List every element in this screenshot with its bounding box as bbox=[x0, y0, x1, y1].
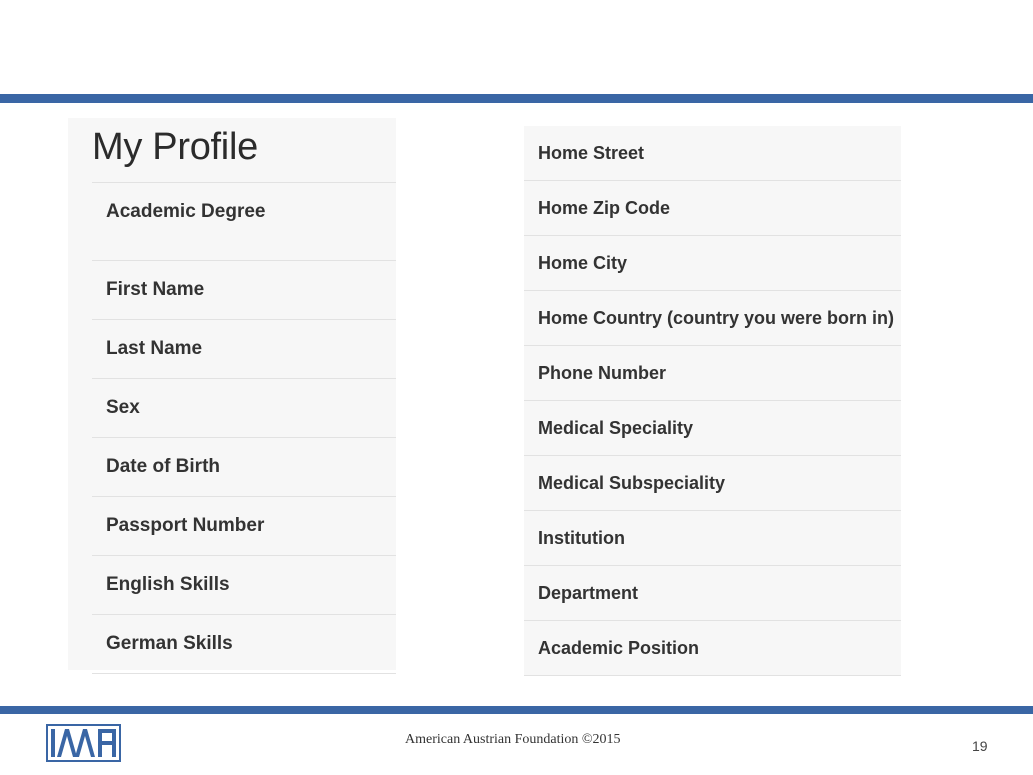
profile-fields-list-right bbox=[524, 126, 901, 680]
field-label: Home Country (country you were born in) bbox=[538, 308, 895, 328]
field-last-name[interactable] bbox=[92, 320, 396, 379]
field-label: Last Name bbox=[106, 338, 203, 359]
field-label: First Name bbox=[106, 279, 205, 300]
field-label: Institution bbox=[538, 528, 625, 548]
field-institution[interactable] bbox=[524, 511, 901, 566]
footer-copyright: American Austrian Foundation ©2015 bbox=[405, 732, 621, 747]
field-label: Phone Number bbox=[538, 363, 667, 383]
field-home-zip-code[interactable] bbox=[524, 181, 901, 236]
field-label: Medical Subspeciality bbox=[538, 473, 726, 493]
field-label: English Skills bbox=[106, 574, 230, 595]
field-label: Department bbox=[538, 583, 639, 603]
field-first-name[interactable] bbox=[92, 261, 396, 320]
field-academic-degree[interactable] bbox=[92, 183, 396, 261]
page-title: My Profile bbox=[92, 126, 258, 168]
field-label: Home Zip Code bbox=[538, 198, 671, 218]
field-label: Home Street bbox=[538, 143, 645, 163]
field-label: Date of Birth bbox=[106, 456, 220, 477]
field-date-of-birth[interactable] bbox=[92, 438, 396, 497]
page-number: 19 bbox=[972, 738, 988, 754]
field-academic-position[interactable] bbox=[524, 621, 901, 676]
profile-fields-list-left bbox=[92, 182, 396, 674]
field-phone-number[interactable] bbox=[524, 346, 901, 401]
field-home-city[interactable] bbox=[524, 236, 901, 291]
field-sex[interactable] bbox=[92, 379, 396, 438]
field-department[interactable] bbox=[524, 566, 901, 621]
field-passport-number[interactable] bbox=[92, 497, 396, 556]
field-label: Home City bbox=[538, 253, 628, 273]
field-home-country[interactable] bbox=[524, 291, 901, 346]
field-label: Academic Degree bbox=[106, 201, 266, 222]
field-english-skills[interactable] bbox=[92, 556, 396, 615]
field-label: Academic Position bbox=[538, 638, 700, 658]
field-label: Passport Number bbox=[106, 515, 265, 536]
field-label: German Skills bbox=[106, 633, 233, 654]
field-medical-speciality[interactable] bbox=[524, 401, 901, 456]
field-german-skills[interactable] bbox=[92, 615, 396, 674]
field-medical-subspeciality[interactable] bbox=[524, 456, 901, 511]
my-profile-panel bbox=[68, 118, 396, 670]
bottom-divider-bar bbox=[0, 706, 1033, 714]
field-home-street[interactable] bbox=[524, 126, 901, 181]
field-label: Medical Speciality bbox=[538, 418, 694, 438]
field-label: Sex bbox=[106, 397, 140, 418]
aaf-logo-icon bbox=[46, 724, 121, 762]
top-divider-bar bbox=[0, 94, 1033, 103]
